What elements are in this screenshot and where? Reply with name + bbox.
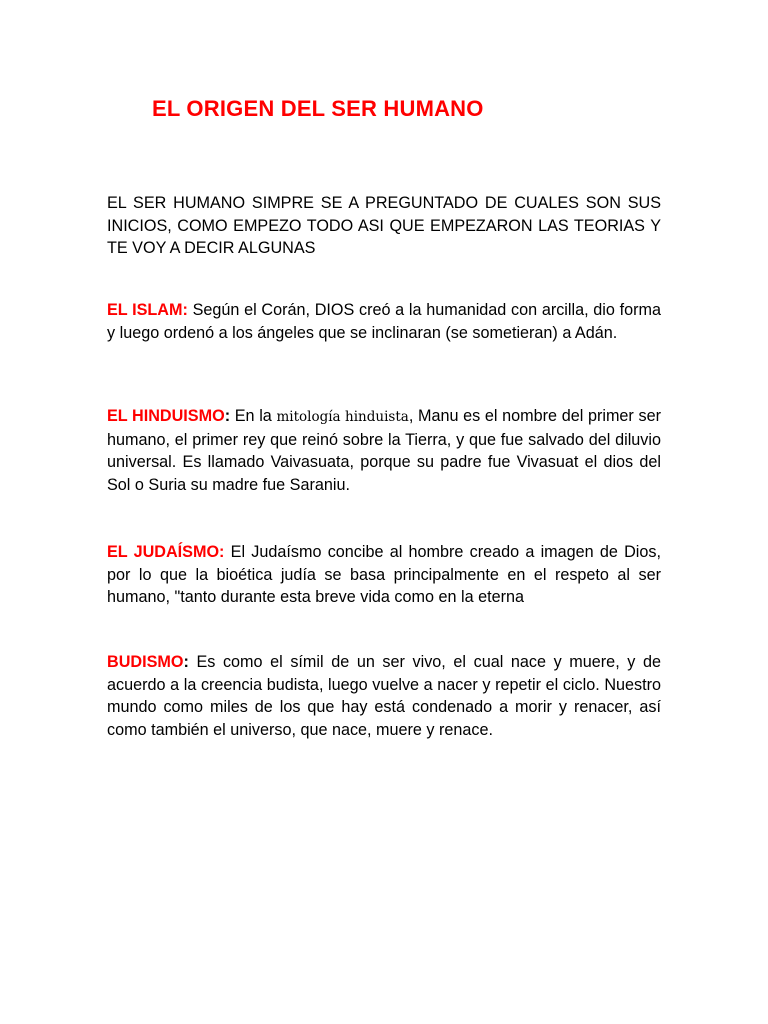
section-colon-budismo: : — [183, 653, 189, 671]
section-text-judaismo: El Judaísmo concibe al hombre creado a imagen de Dios, por lo que la bioética judía se basa principalmente en el respeto al ser humano, "tanto durante esta breve vida como en la eterna — [107, 543, 661, 607]
section-inline-mitologia: mitología hinduista — [276, 409, 409, 425]
section-colon-hinduismo: : — [224, 407, 231, 425]
intro-paragraph: EL SER HUMANO SIMPRE SE A PREGUNTADO DE CUALES SON SUS INICIOS, COMO EMPEZO TODO ASI QUE EMPEZARON LAS TEORIAS Y TE VOY A DECIR ALGUNAS — [107, 194, 661, 258]
section-text-budismo: Es como el símil de un ser vivo, el cual nace y muere, y de acuerdo a la creencia budista, luego vuelve a nacer y repetir el ciclo. Nuestro mundo como miles de los que hay está condenado a morir y renacer, así como también el universo, que nace, muere y renace. — [107, 653, 661, 739]
section-label-islam: EL ISLAM: — [107, 301, 188, 319]
document-title: EL ORIGEN DEL SER HUMANO — [152, 96, 484, 121]
section-text-hinduismo-pre: En la — [230, 407, 277, 425]
section-hinduismo — [107, 405, 661, 496]
section-islam — [107, 299, 661, 344]
section-label-budismo: BUDISMO — [107, 653, 184, 671]
section-budismo — [107, 651, 661, 741]
section-label-hinduismo: EL HINDUISMO — [107, 407, 225, 425]
section-text-islam: Según el Corán, DIOS creó a la humanidad con arcilla, dio forma y luego ordenó a los ángeles que se inclinaran (se sometieran) a Adán. — [107, 301, 661, 342]
section-label-judaismo: EL JUDAÍSMO: — [107, 543, 225, 561]
section-text-hinduismo-post: , Manu es el nombre del primer ser humano, el primer rey que reinó sobre la Tierra, y que fue salvado del diluvio universal. Es llamado Vaivasuata, porque su padre fue Vivasuat el dios del Sol o Suria su madre fue Saraniu. — [107, 407, 661, 494]
section-judaismo — [107, 541, 661, 609]
